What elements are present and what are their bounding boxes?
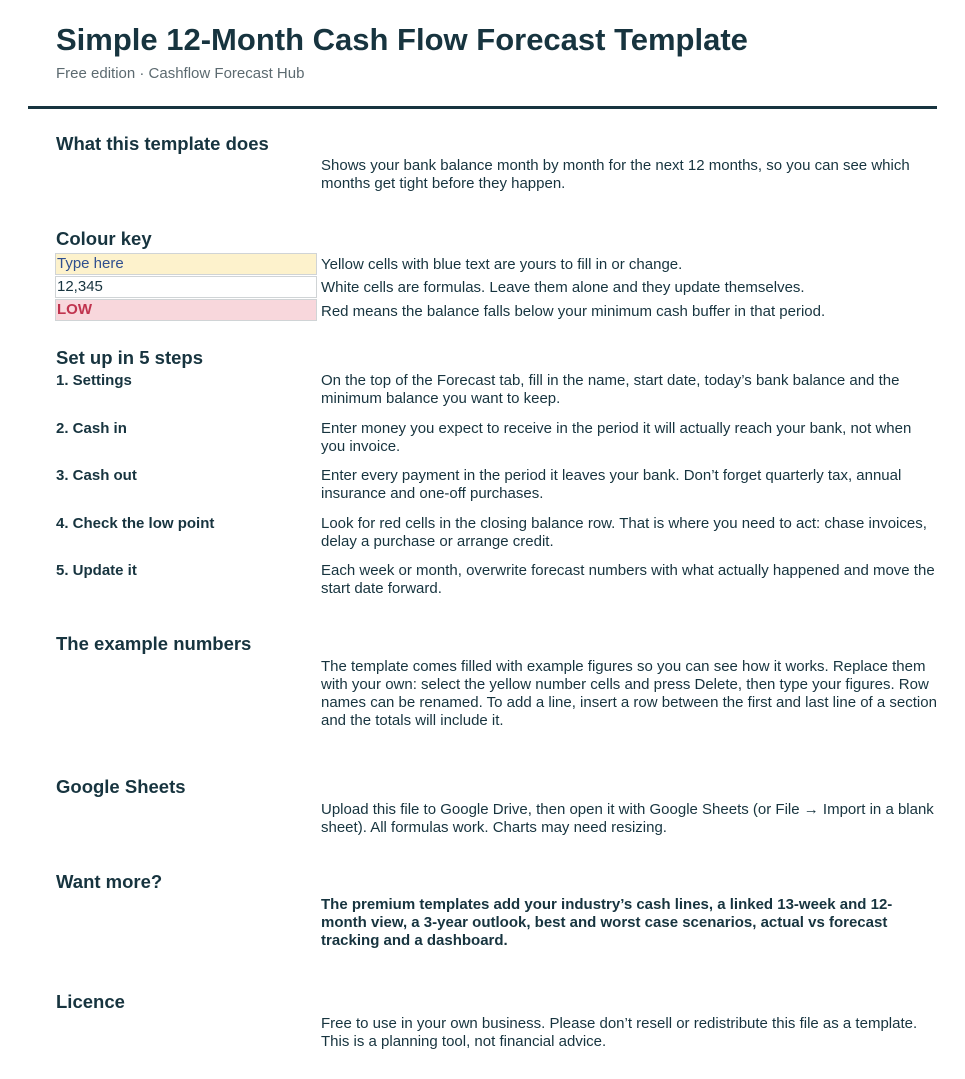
step-label: 4. Check the low point bbox=[56, 515, 215, 532]
colour-key-formula-sample: 12,345 bbox=[55, 276, 317, 298]
step-label: 2. Cash in bbox=[56, 420, 127, 437]
want-more-heading: Want more? bbox=[56, 871, 163, 892]
example-heading: The example numbers bbox=[56, 633, 252, 654]
colour-key-heading: Colour key bbox=[56, 228, 152, 249]
want-more-text: The premium templates add your industry’s cash lines, a linked 13-week and 12-month view, a 3-year outlook, best and worst case scenarios, actual vs forecast tracking and a dashboard. bbox=[321, 896, 893, 949]
page-subtitle: Free edition · Cashflow Forecast Hub bbox=[56, 65, 305, 82]
step-text: Enter money you expect to receive in the period it will actually reach your bank, not when you invoice. bbox=[321, 420, 912, 455]
about-text: Shows your bank balance month by month for the next 12 months, so you can see which months get tight before they happen. bbox=[321, 157, 910, 192]
header-divider bbox=[28, 106, 937, 109]
colour-key-input-description: Yellow cells with blue text are yours to fill in or change. bbox=[321, 256, 683, 273]
step-label: 1. Settings bbox=[56, 372, 132, 389]
colour-key-low-sample: LOW bbox=[55, 299, 317, 321]
step-text: Each week or month, overwrite forecast numbers with what actually happened and move the start date forward. bbox=[321, 562, 935, 597]
example-text: The template comes filled with example figures so you can see how it works. Replace them with your own: select the yellow number cells and press Delete, then type your figures. Row names can be renamed. To add a line, insert a row between the first and last line of a section and the totals will include it. bbox=[321, 658, 937, 729]
google-sheets-heading: Google Sheets bbox=[56, 776, 186, 797]
page-title: Simple 12-Month Cash Flow Forecast Template bbox=[56, 22, 748, 57]
colour-key-low-description: Red means the balance falls below your minimum cash buffer in that period. bbox=[321, 303, 826, 320]
step-label: 5. Update it bbox=[56, 562, 137, 579]
step-text: Look for red cells in the closing balance row. That is where you need to act: chase invoices, delay a purchase or arrange credit. bbox=[321, 515, 927, 550]
licence-heading: Licence bbox=[56, 991, 125, 1012]
step-text: On the top of the Forecast tab, fill in the name, start date, today’s bank balance and the minimum balance you want to keep. bbox=[321, 372, 900, 407]
about-heading: What this template does bbox=[56, 133, 269, 154]
colour-key-formula-description: White cells are formulas. Leave them alone and they update themselves. bbox=[321, 279, 805, 296]
licence-text: Free to use in your own business. Please don’t resell or redistribute this file as a template. This is a planning tool, not financial advice. bbox=[321, 1015, 918, 1050]
google-sheets-text: Upload this file to Google Drive, then open it with Google Sheets (or File → Import in a blank sheet). All formulas work. Charts may need resizing. bbox=[321, 801, 934, 836]
setup-heading: Set up in 5 steps bbox=[56, 347, 204, 368]
step-label: 3. Cash out bbox=[56, 467, 137, 484]
colour-key-input-sample: Type here bbox=[55, 253, 317, 275]
step-text: Enter every payment in the period it leaves your bank. Don’t forget quarterly tax, annual insurance and one-off purchases. bbox=[321, 467, 902, 502]
